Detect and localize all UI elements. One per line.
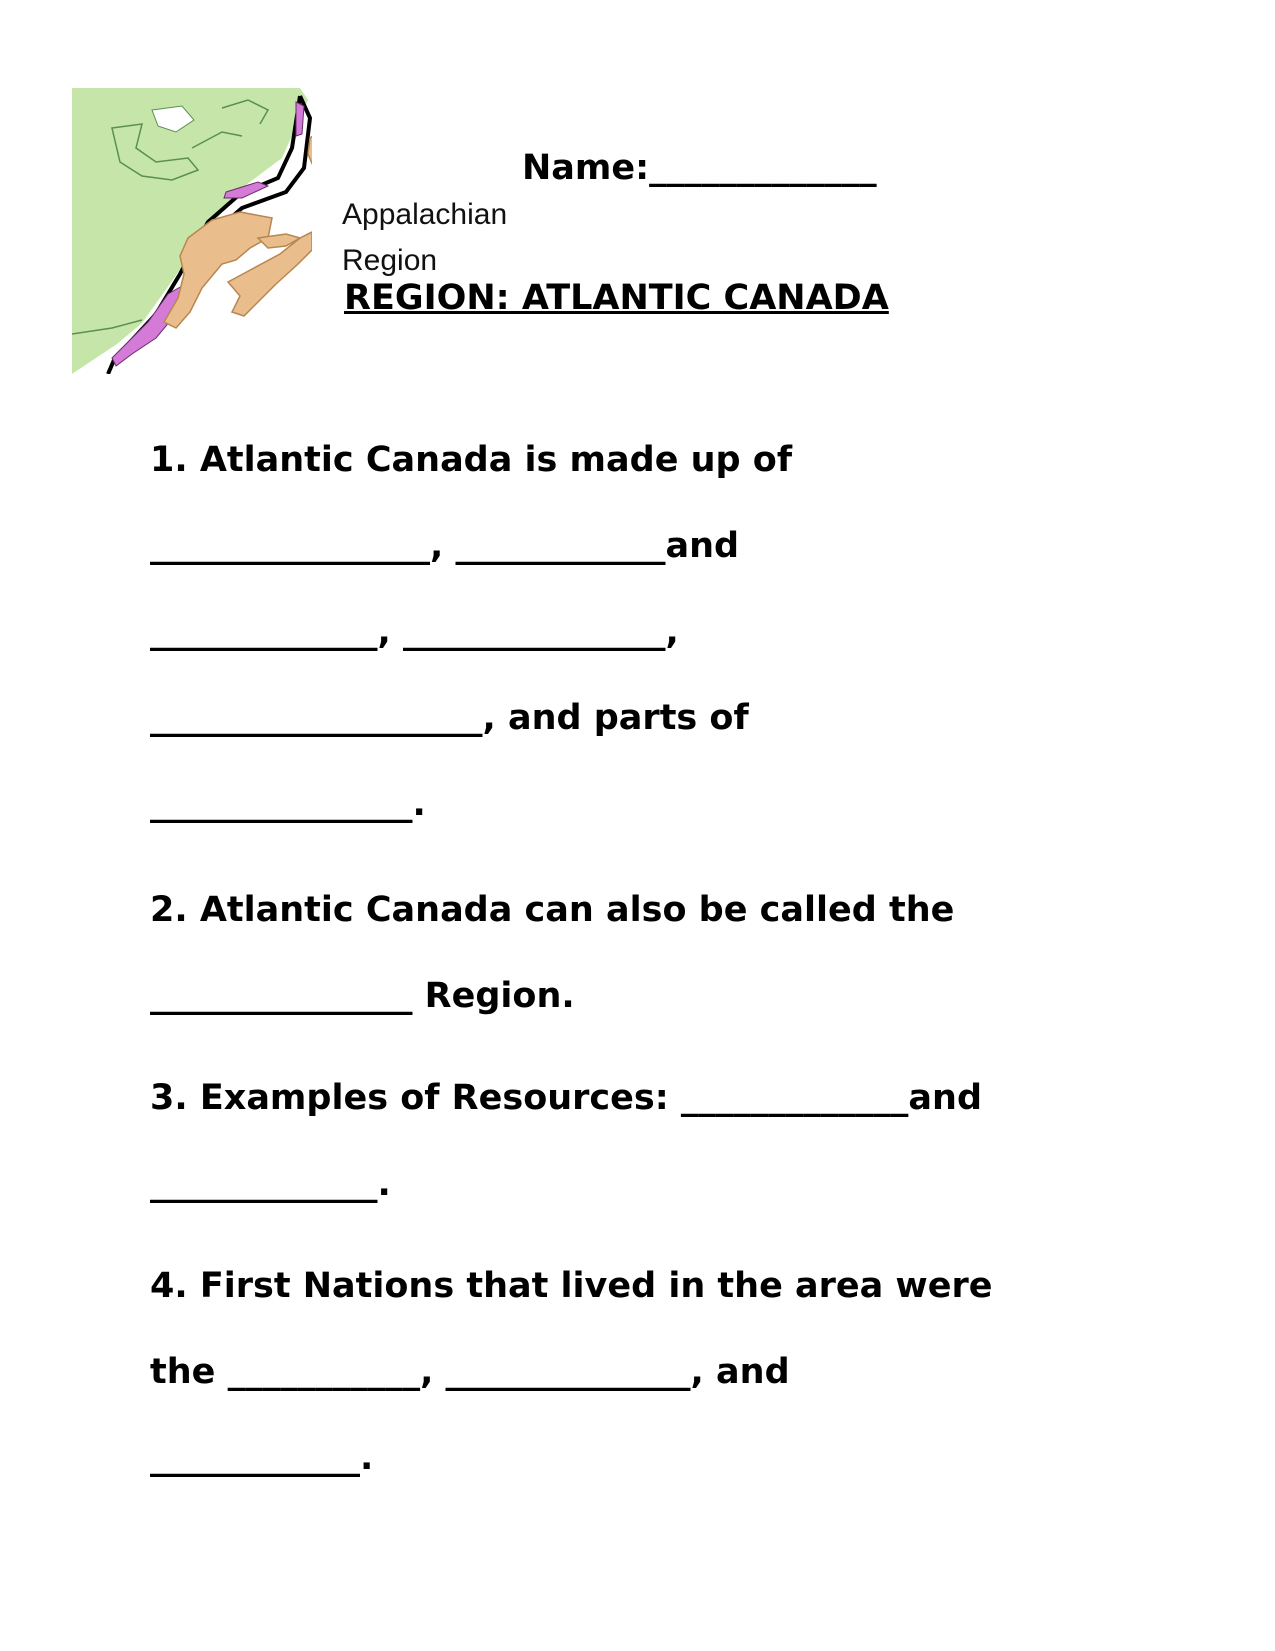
question-1-blank-line[interactable]: _______________. — [150, 784, 426, 824]
question-1-blank-line[interactable]: _____________, _______________, — [150, 612, 679, 652]
appalachian-region-map — [72, 88, 312, 374]
question-3-blank-line[interactable]: _____________. — [150, 1164, 391, 1204]
question-1-blank-line[interactable]: ___________________, and parts of — [150, 698, 749, 738]
question-2-text: 2. Atlantic Canada can also be called the — [150, 890, 955, 930]
question-4-blank-line[interactable]: ____________. — [150, 1438, 374, 1478]
map-label-region: Region — [342, 244, 438, 277]
question-4-text: 4. First Nations that lived in the area were — [150, 1266, 993, 1306]
question-4-blank-line[interactable]: the ___________, ______________, and — [150, 1352, 790, 1392]
map-label-appalachian: Appalachian — [342, 198, 508, 231]
name-field[interactable]: Name:_____________ — [522, 148, 877, 188]
question-1-blank-line[interactable]: ________________, ____________and — [150, 526, 740, 566]
question-1-text: 1. Atlantic Canada is made up of — [150, 440, 793, 480]
question-2-blank-line[interactable]: _______________ Region. — [150, 976, 575, 1016]
question-3-text[interactable]: 3. Examples of Resources: _____________and — [150, 1078, 983, 1118]
page-title: REGION: ATLANTIC CANADA — [344, 278, 889, 318]
